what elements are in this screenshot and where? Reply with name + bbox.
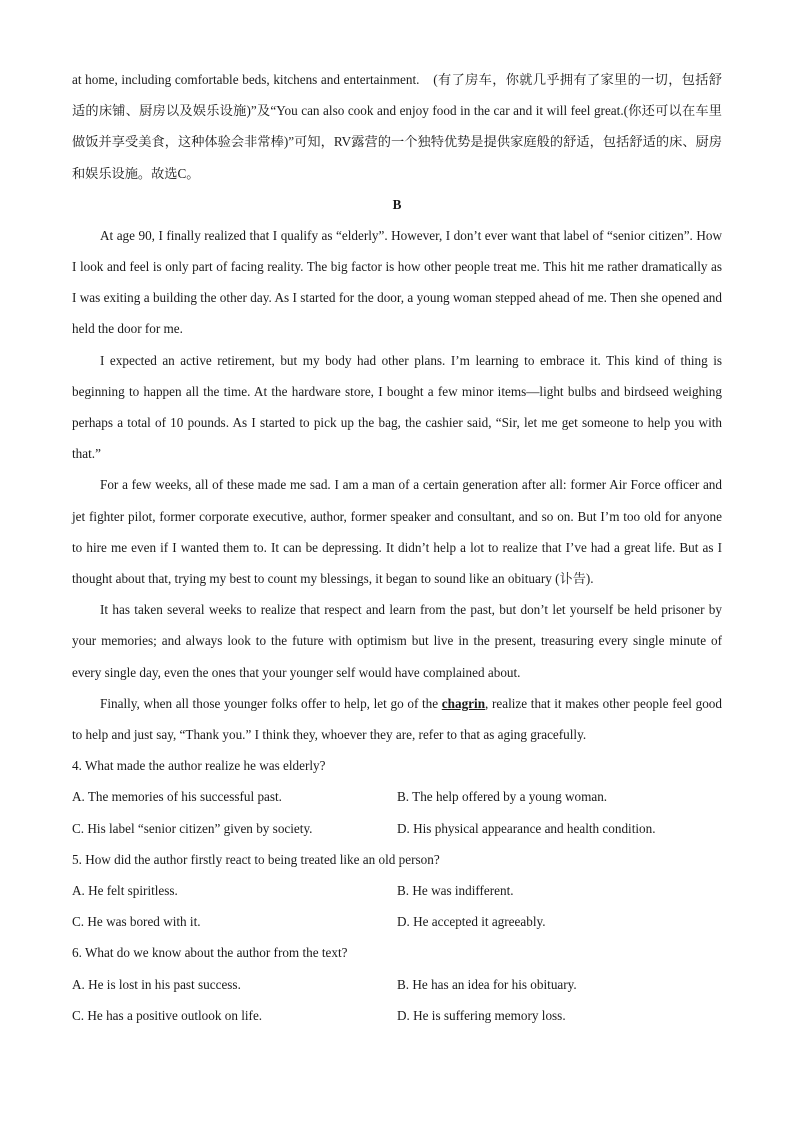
passage-paragraph-3: For a few weeks, all of these made me sad. I am a man of a certain generation after all: former Air Force officer and jet fighter pilot, former corporate executive, author, former speaker and consultant, and so on. But I’m too old for anyone to hire me even if I wanted them to. It can be depressing. It didn’t help a lot to realize that I’ve had a great life. But as I thought about that, trying my best to count my blessings, it began to sound like an obituary (讣告). [72, 477, 722, 587]
option-a[interactable]: A. The memories of his successful past. [72, 789, 282, 805]
option-list [72, 781, 722, 843]
question-4 [72, 750, 722, 844]
passage-paragraph-2: I expected an active retirement, but my body had other plans. I’m learning to embrace it. This kind of thing is beginning to happen all the time. At the hardware store, I bought a few minor items—light bulbs and birdseed weighing perhaps a total of 10 pounds. As I started to pick up the bag, the cashier said, “Sir, let me get someone to help you with that.” [72, 352, 722, 462]
question-5 [72, 844, 722, 938]
option-c[interactable]: C. He has a positive outlook on life. [72, 1007, 263, 1023]
question-stem: 5. How did the author firstly react to being treated like an old person? [72, 851, 440, 867]
option-b[interactable]: B. He has an idea for his obituary. [397, 976, 577, 992]
question-block [72, 750, 722, 1031]
option-a[interactable]: A. He felt spiritless. [72, 883, 178, 899]
option-c[interactable]: C. His label “senior citizen” given by society. [72, 820, 313, 836]
question-6 [72, 937, 722, 1031]
reading-passage [72, 220, 722, 750]
option-d[interactable]: D. He accepted it agreeably. [397, 914, 546, 930]
paragraph-5-text-after: , realize that it makes other people feel good to help and just say, “Thank you.” I think they, whoever they are, refer to that as aging gracefully. [72, 695, 722, 743]
question-stem: 4. What made the author realize he was elderly? [72, 758, 326, 774]
option-b[interactable]: B. He was indifferent. [397, 883, 514, 899]
option-list [72, 875, 722, 937]
option-a[interactable]: A. He is lost in his past success. [72, 976, 241, 992]
passage-paragraph-1: At age 90, I finally realized that I qualify as “elderly”. However, I don’t ever want that label of “senior citizen”. How I look and feel is only part of facing reality. The big factor is how other people treat me. This hit me rather dramatically as I was exiting a building the other day. As I started for the door, a young woman stepped ahead of me. Then she opened and held the door for me. [72, 227, 722, 337]
question-stem: 6. What do we know about the author from the text? [72, 945, 348, 961]
option-list [72, 969, 722, 1031]
option-c[interactable]: C. He was bored with it. [72, 914, 201, 930]
passage-paragraph-5 [72, 688, 722, 750]
paragraph-5-text-before: Finally, when all those younger folks offer to help, let go of the [100, 695, 442, 711]
intro-explanation: at home, including comfortable beds, kitchens and entertainment. (有了房车，你就几乎拥有了家里的一切，包括舒适的床铺、厨房以及娱乐设施)”及“You can also cook and enjoy food in the car and it will feel great.(你还可以在车里做饭并享受美食，这种体验会非常棒)”可知，RV露营的一个独特优势是提供家庭般的舒适，包括舒适的床、厨房和娱乐设施。故选C。 [72, 72, 722, 181]
vocabulary-word-chagrin: chagrin [441, 695, 486, 711]
passage-paragraph-4: It has taken several weeks to realize that respect and learn from the past, but don’t let yourself be held prisoner by your memories; and always look to the future with optimism but live in the present, treasuring every single minute of every single day, even the ones that your younger self would have complained about. [72, 602, 722, 680]
section-heading: B [392, 196, 402, 212]
option-d[interactable]: D. His physical appearance and health condition. [397, 820, 656, 836]
option-d[interactable]: D. He is suffering memory loss. [397, 1007, 566, 1023]
option-b[interactable]: B. The help offered by a young woman. [397, 789, 608, 805]
